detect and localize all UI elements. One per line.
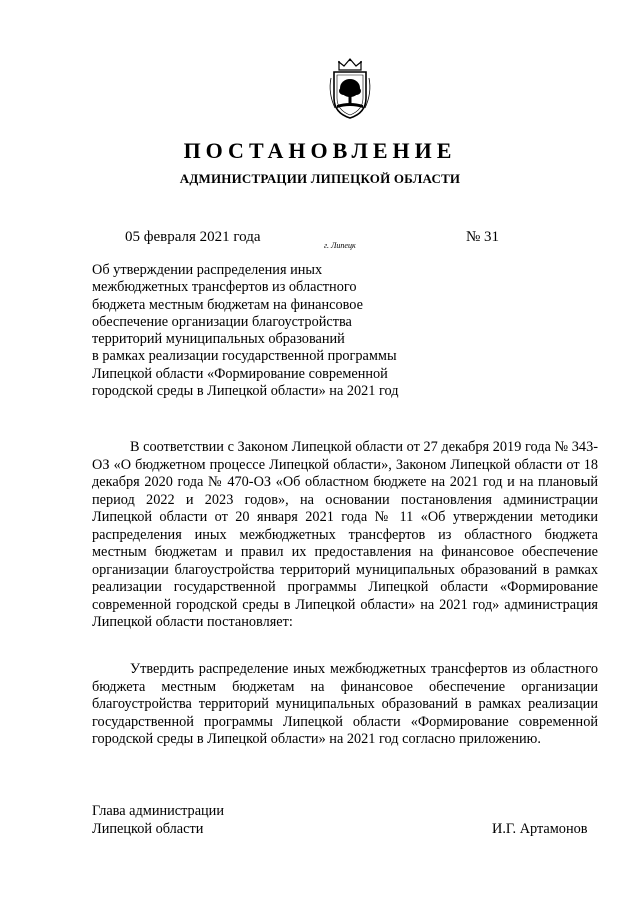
document-number: № 31 — [466, 229, 500, 245]
document-subject — [92, 262, 432, 400]
signatory-position-line: Липецкой области — [92, 820, 204, 837]
subject-line: межбюджетных трансфертов из областного — [92, 279, 357, 296]
signatory-position — [92, 803, 224, 838]
subject-line: Липецкой области «Формирование современной — [92, 365, 388, 382]
signatory-name: И.Г. Артамонов — [492, 821, 588, 837]
signatory-position-line: Глава администрации — [92, 803, 224, 819]
issuing-authority: АДМИНИСТРАЦИИ ЛИПЕЦКОЙ ОБЛАСТИ — [179, 171, 461, 186]
lipetsk-coat-of-arms-icon — [325, 58, 375, 120]
subject-line: городской среды в Липецкой области» на 2021 год — [92, 383, 399, 400]
subject-line: в рамках реализации государственной программы — [92, 348, 397, 365]
body-paragraph: В соответствии с Законом Липецкой области от 27 декабря 2019 года № 343-ОЗ «О бюджетном процессе Липецкой области», Законом Липецкой области от 18 декабря 2020 года № 470-ОЗ «Об областном бюджете на 2021 год и на плановый период 2022 и 2023 годов», на основании постановления администрации Липецкой области от 20 января 2021 года № 11 «Об утверждении методики распределения иных межбюджетных трансфертов из областного бюджета местным бюджетам и правил их предоставления на финансовое обеспечение организации благоустройства территорий муниципальных образований в рамках реализации государственной программы Липецкой области «Формирование современной городской среды в Липецкой области» на 2021 год» администрация Липецкой области постановляет: — [92, 439, 598, 630]
document-date: 05 февраля 2021 года — [125, 229, 261, 245]
subject-line: бюджета местным бюджетам на финансовое — [92, 296, 363, 313]
document-city: г. Липецк — [324, 241, 356, 250]
subject-line: обеспечение организации благоустройства — [92, 313, 352, 330]
document-title: ПОСТАНОВЛЕНИЕ — [183, 138, 457, 163]
subject-line: территорий муниципальных образований — [92, 331, 345, 348]
subject-line: Об утверждении распределения иных — [92, 262, 323, 278]
body-paragraph: Утвердить распределение иных межбюджетных трансфертов из областного бюджета местным бюджетам на финансовое обеспечение организации благоустройства территорий муниципальных образований в рамках реализации государственной программы Липецкой области «Формирование современной городской среды в Липецкой области» на 2021 год согласно приложению. — [92, 661, 598, 747]
